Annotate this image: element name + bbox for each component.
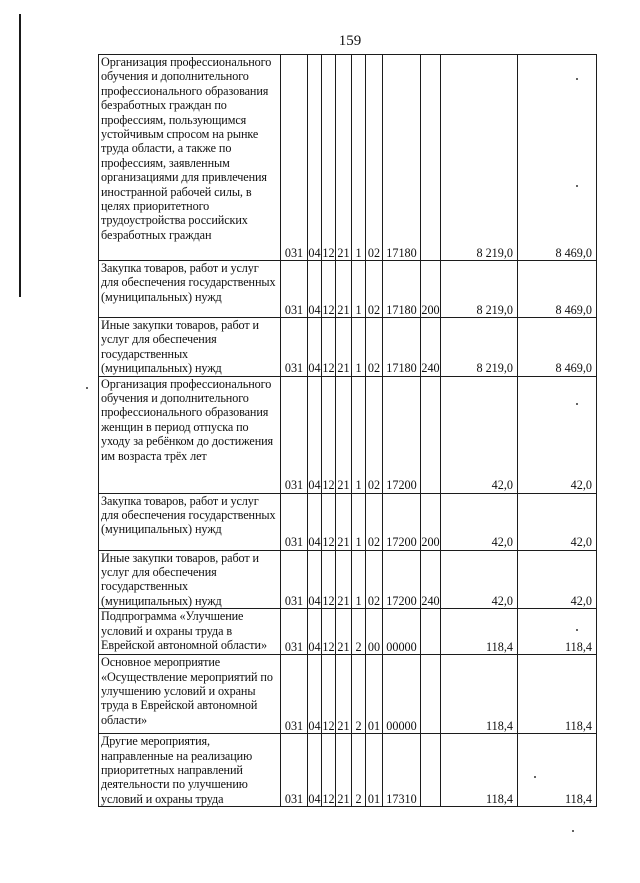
value-year1: 42,0 [441,550,518,609]
section-code: 04 [308,55,322,261]
direction-code: 00000 [383,609,421,655]
value-year1: 8 219,0 [441,261,518,318]
value-year1: 118,4 [441,655,518,734]
ministry-code: 031 [281,261,308,318]
table-row [99,318,597,377]
subsection-code: 12 [322,609,336,655]
direction-code: 17310 [383,734,421,807]
expense-type-code: 200 [421,261,441,318]
direction-code: 17200 [383,550,421,609]
subprogram-code: 1 [352,318,366,377]
value-year2: 118,4 [518,734,597,807]
ministry-code: 031 [281,493,308,550]
value-year2: 118,4 [518,655,597,734]
program-code: 21 [336,318,352,377]
table-row [99,609,597,655]
ministry-code: 031 [281,550,308,609]
page-number: 159 [338,33,362,49]
activity-code: 02 [366,318,383,377]
expense-type-code: 240 [421,318,441,377]
subprogram-code: 1 [352,55,366,261]
section-code: 04 [308,318,322,377]
item-name: Другие мероприятия, направленные на реализацию приоритетных направлений деятельности по улучшению условий и охраны труда [99,734,281,807]
subprogram-code: 1 [352,376,366,493]
direction-code: 17180 [383,261,421,318]
section-code: 04 [308,376,322,493]
subprogram-code: 2 [352,609,366,655]
activity-code: 02 [366,376,383,493]
section-code: 04 [308,609,322,655]
activity-code: 02 [366,55,383,261]
item-name: Иные закупки товаров, работ и услуг для обеспечения государственных (муниципальных) нужд [99,318,281,377]
subsection-code: 12 [322,550,336,609]
item-name: Иные закупки товаров, работ и услуг для обеспечения государственных (муниципальных) нужд [99,550,281,609]
expense-type-code [421,376,441,493]
direction-code: 17180 [383,55,421,261]
subsection-code: 12 [322,261,336,318]
activity-code: 01 [366,655,383,734]
item-name: Закупка товаров, работ и услуг для обеспечения государственных (муниципальных) нужд [99,261,281,318]
activity-code: 00 [366,609,383,655]
section-code: 04 [308,550,322,609]
subprogram-code: 2 [352,734,366,807]
activity-code: 02 [366,261,383,318]
activity-code: 01 [366,734,383,807]
table-row [99,655,597,734]
margin-dot [572,830,574,832]
direction-code: 00000 [383,655,421,734]
item-name: Организация профессионального обучения и дополнительного профессионального образования женщин в период отпуска по уходу за ребёнком до достижения им возраста трёх лет [99,376,281,493]
section-code: 04 [308,261,322,318]
activity-code: 02 [366,493,383,550]
margin-dot [86,387,88,389]
ministry-code: 031 [281,376,308,493]
ministry-code: 031 [281,318,308,377]
ministry-code: 031 [281,734,308,807]
expense-type-code [421,734,441,807]
value-year2: 42,0 [518,550,597,609]
value-year1: 118,4 [441,609,518,655]
value-year1: 42,0 [441,493,518,550]
direction-code: 17180 [383,318,421,377]
table-row [99,493,597,550]
program-code: 21 [336,734,352,807]
subsection-code: 12 [322,655,336,734]
item-name: Организация профессионального обучения и дополнительного профессионального образования безработных граждан по профессиям, пользующимся устойчивым спросом на рынке труда области, а также по профессиям, заявленным организациями для привлечения иностранной рабочей силы, в целях приоритетного трудоустройства российских безработных граждан [99,55,281,261]
value-year2: 42,0 [518,376,597,493]
value-year1: 8 219,0 [441,55,518,261]
program-code: 21 [336,376,352,493]
value-year1: 118,4 [441,734,518,807]
table-row [99,550,597,609]
value-year2: 42,0 [518,493,597,550]
budget-table [98,54,597,807]
subprogram-code: 1 [352,550,366,609]
ministry-code: 031 [281,655,308,734]
margin-rule [19,14,21,297]
program-code: 21 [336,609,352,655]
program-code: 21 [336,550,352,609]
value-year2: 8 469,0 [518,55,597,261]
section-code: 04 [308,734,322,807]
subprogram-code: 1 [352,493,366,550]
table-row [99,734,597,807]
subsection-code: 12 [322,734,336,807]
expense-type-code [421,609,441,655]
direction-code: 17200 [383,493,421,550]
expense-type-code [421,655,441,734]
program-code: 21 [336,55,352,261]
program-code: 21 [336,493,352,550]
value-year2: 8 469,0 [518,261,597,318]
table-row [99,55,597,261]
item-name: Закупка товаров, работ и услуг для обеспечения государственных (муниципальных) нужд [99,493,281,550]
expense-type-code: 240 [421,550,441,609]
value-year2: 8 469,0 [518,318,597,377]
value-year1: 42,0 [441,376,518,493]
table-row [99,261,597,318]
subsection-code: 12 [322,318,336,377]
ministry-code: 031 [281,55,308,261]
item-name: Основное мероприятие «Осуществление мероприятий по улучшению условий и охраны труда в Еврейской автономной области» [99,655,281,734]
expense-type-code [421,55,441,261]
subsection-code: 12 [322,493,336,550]
section-code: 04 [308,655,322,734]
value-year1: 8 219,0 [441,318,518,377]
program-code: 21 [336,261,352,318]
subsection-code: 12 [322,55,336,261]
subprogram-code: 2 [352,655,366,734]
direction-code: 17200 [383,376,421,493]
subsection-code: 12 [322,376,336,493]
expense-type-code: 200 [421,493,441,550]
item-name: Подпрограмма «Улучшение условий и охраны труда в Еврейской автономной области» [99,609,281,655]
section-code: 04 [308,493,322,550]
activity-code: 02 [366,550,383,609]
subprogram-code: 1 [352,261,366,318]
ministry-code: 031 [281,609,308,655]
program-code: 21 [336,655,352,734]
value-year2: 118,4 [518,609,597,655]
table-row [99,376,597,493]
